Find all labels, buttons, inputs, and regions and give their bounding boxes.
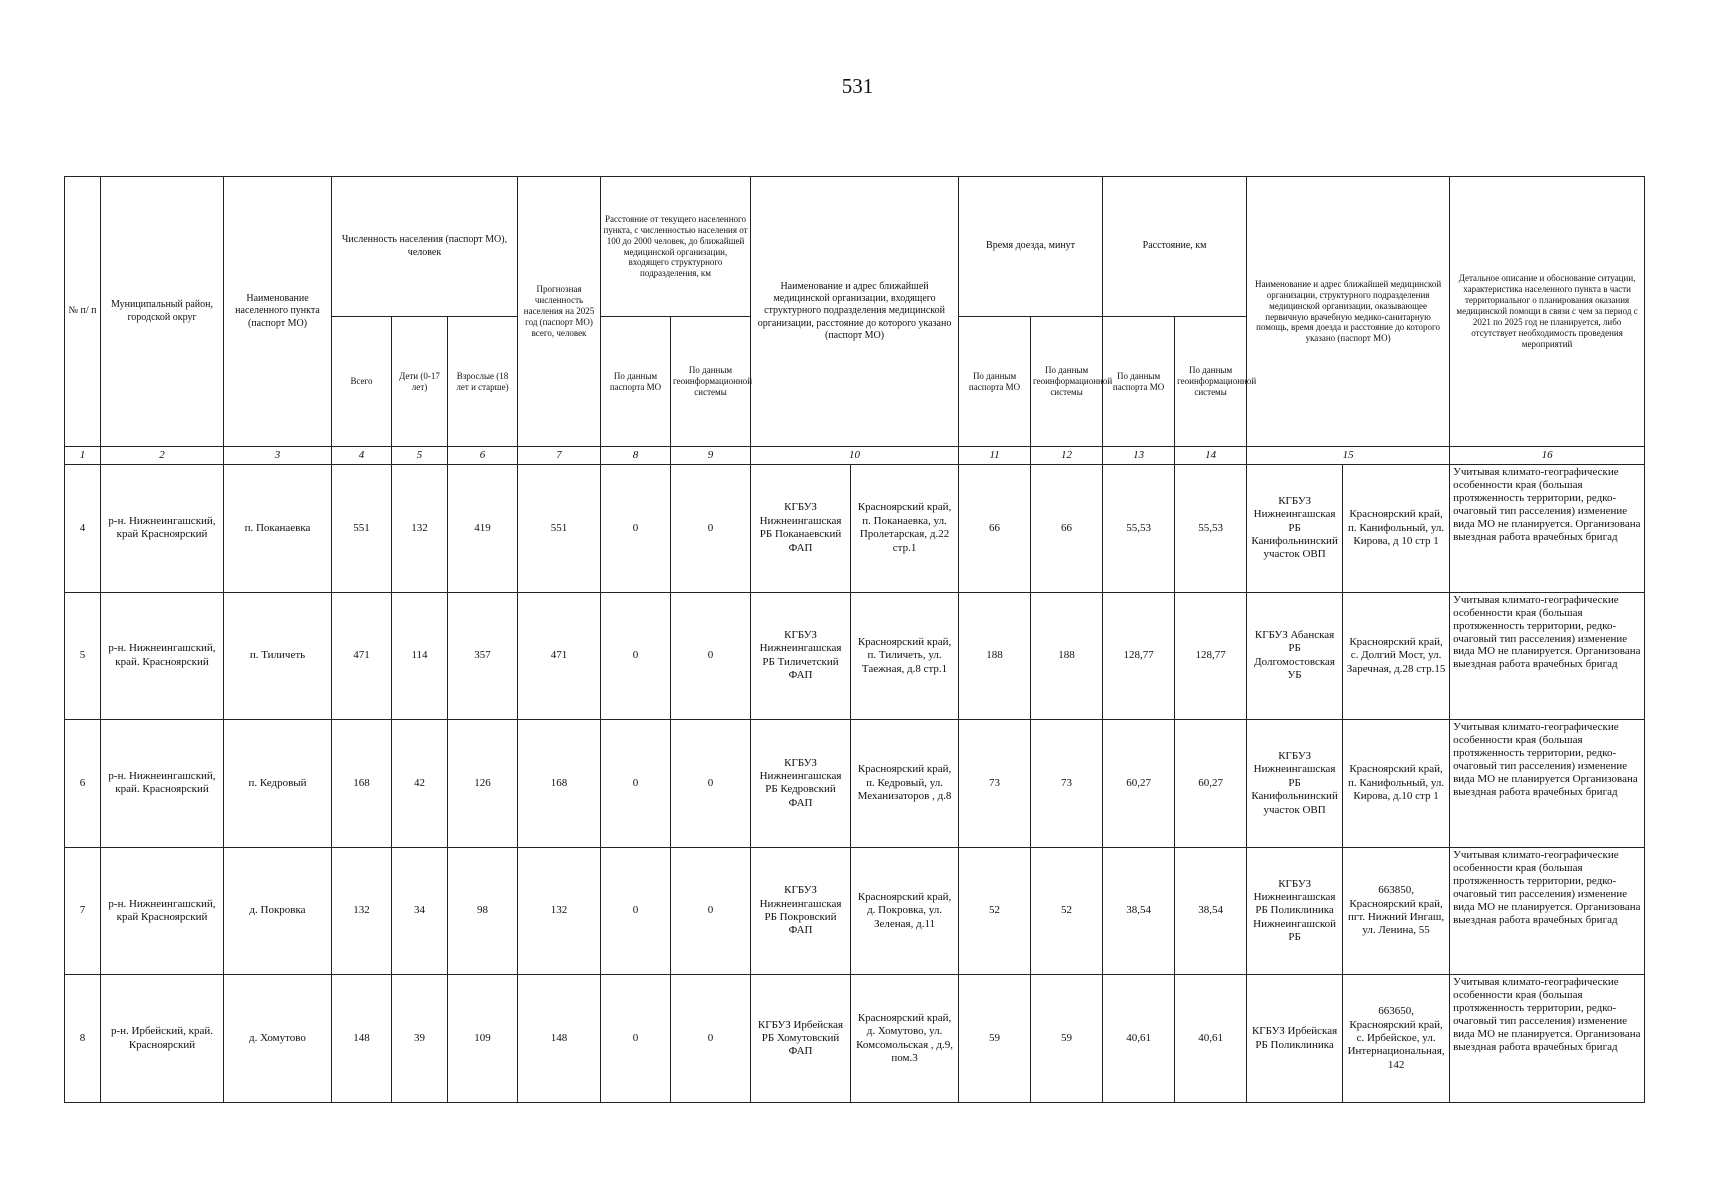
primary-org-address-cell: Красноярский край, с. Долгий Мост, ул. Заречная, д.28 стр.15	[1343, 592, 1450, 720]
district-cell: р-н. Нижнеингашский, край. Красноярский	[101, 720, 224, 848]
column-number: 12	[1031, 447, 1103, 465]
distance-mo-cell: 0	[601, 720, 671, 848]
column-number: 6	[448, 447, 518, 465]
header-forecast: Прогнозная численность населения на 2025 год (паспорт МО) всего, человек	[518, 177, 601, 447]
population-total-cell: 132	[332, 847, 392, 975]
distance-mo-cell: 0	[601, 592, 671, 720]
description-cell: Учитывая климато-географические особенности края (большая протяженность территории, редко-очаговый тип расселения) изменение вида МО не планируется. Организована выездная работа врачебных бригад	[1450, 592, 1645, 720]
description-cell: Учитывая климато-географические особенности края (большая протяженность территории, редко-очаговый тип расселения) изменение вида МО не планируется Организована выездная работа врачебных бригад	[1450, 720, 1645, 848]
primary-org-address-cell: 663850, Красноярский край, пгт. Нижний Ингаш, ул. Ленина, 55	[1343, 847, 1450, 975]
time-mo-cell: 188	[959, 592, 1031, 720]
table-row	[65, 465, 1645, 593]
header-time-gis: По данным геоинформационной системы	[1031, 317, 1103, 447]
settlements-table	[64, 176, 1645, 1103]
settlement-cell: п. Кедровый	[224, 720, 332, 848]
primary-org-name-cell: КГБУЗ Нижнеингашская РБ Канифольнинский участок ОВП	[1247, 720, 1343, 848]
description-cell: Учитывая климато-географические особенности края (большая протяженность территории, редко-очаговый тип расселения) изменение вида МО не планируется. Организована выездная работа врачебных бригад	[1450, 975, 1645, 1103]
settlement-cell: д. Хомутово	[224, 975, 332, 1103]
column-number: 10	[751, 447, 959, 465]
nearest-org-address-cell: Красноярский край, п. Поканаевка, ул. Пролетарская, д.22 стр.1	[851, 465, 959, 593]
header-description: Детальное описание и обоснование ситуации, характеристика населенного пункта в части территориальног о планирования оказания медицинской помощи в связи с чем за период с 2021 по 2025 год не планируется, либо отсутствует необходимость проведения мероприятий	[1450, 177, 1645, 447]
population-total-cell: 168	[332, 720, 392, 848]
population-adults-cell: 98	[448, 847, 518, 975]
table-row	[65, 720, 1645, 848]
population-total-cell: 551	[332, 465, 392, 593]
district-cell: р-н. Нижнеингашский, край. Красноярский	[101, 592, 224, 720]
table-row	[65, 592, 1645, 720]
nearest-org-address-cell: Красноярский край, п. Тиличеть, ул. Таежная, д.8 стр.1	[851, 592, 959, 720]
header-distance-km: Расстояние, км	[1103, 177, 1247, 317]
district-cell: р-н. Нижнеингашский, край Красноярский	[101, 465, 224, 593]
header-nearest-org: Наименование и адрес ближайшей медицинской организации, входящего структурного подразделения медицинской организации, расстояние до которого указано (паспорт МО)	[751, 177, 959, 447]
header-district: Муниципальный район, городской округ	[101, 177, 224, 447]
km-gis-cell: 40,61	[1175, 975, 1247, 1103]
km-mo-cell: 55,53	[1103, 465, 1175, 593]
header-travel-time: Время доезда, минут	[959, 177, 1103, 317]
km-gis-cell: 38,54	[1175, 847, 1247, 975]
header-adults: Взрослые (18 лет и старше)	[448, 317, 518, 447]
description-cell: Учитывая климато-географические особенности края (большая протяженность территории, редко-очаговый тип расселения) изменение вида МО не планируется. Организована выездная работа врачебных бригад	[1450, 465, 1645, 593]
population-children-cell: 39	[392, 975, 448, 1103]
population-total-cell: 148	[332, 975, 392, 1103]
population-children-cell: 34	[392, 847, 448, 975]
population-children-cell: 114	[392, 592, 448, 720]
km-gis-cell: 60,27	[1175, 720, 1247, 848]
population-adults-cell: 109	[448, 975, 518, 1103]
page-number: 531	[841, 74, 874, 98]
header-time-mo: По данным паспорта МО	[959, 317, 1031, 447]
column-number: 8	[601, 447, 671, 465]
table-row	[65, 847, 1645, 975]
primary-org-name-cell: КГБУЗ Абанская РБ Долгомостовская УБ	[1247, 592, 1343, 720]
km-gis-cell: 128,77	[1175, 592, 1247, 720]
time-gis-cell: 59	[1031, 975, 1103, 1103]
column-number-row	[65, 447, 1645, 465]
column-number: 11	[959, 447, 1031, 465]
column-number: 1	[65, 447, 101, 465]
forecast-cell: 168	[518, 720, 601, 848]
header-distance-current: Расстояние от текущего населенного пункта, с численностью населения от 100 до 2000 человек, до ближайшей медицинской организации, входящего структурного подразделения, км	[601, 177, 751, 317]
population-total-cell: 471	[332, 592, 392, 720]
time-mo-cell: 59	[959, 975, 1031, 1103]
column-number: 16	[1450, 447, 1645, 465]
distance-mo-cell: 0	[601, 975, 671, 1103]
settlement-cell: п. Тиличеть	[224, 592, 332, 720]
row-number: 5	[65, 592, 101, 720]
time-mo-cell: 52	[959, 847, 1031, 975]
distance-gis-cell: 0	[671, 847, 751, 975]
header-primary-org: Наименование и адрес ближайшей медицинской организации, структурного подразделения медицинской организации, оказывающее первичную врачебную медико-санитарную помощь, время доезда и расстояние до которого указано (паспорт МО)	[1247, 177, 1450, 447]
column-number: 13	[1103, 447, 1175, 465]
forecast-cell: 551	[518, 465, 601, 593]
time-gis-cell: 188	[1031, 592, 1103, 720]
header-km-mo: По данным паспорта МО	[1103, 317, 1175, 447]
population-adults-cell: 126	[448, 720, 518, 848]
nearest-org-name-cell: КГБУЗ Нижнеингашская РБ Покровский ФАП	[751, 847, 851, 975]
time-mo-cell: 73	[959, 720, 1031, 848]
nearest-org-name-cell: КГБУЗ Нижнеингашская РБ Поканаевский ФАП	[751, 465, 851, 593]
district-cell: р-н. Нижнеингашский, край Красноярский	[101, 847, 224, 975]
primary-org-address-cell: Красноярский край, п. Канифольный, ул. Кирова, д.10 стр 1	[1343, 720, 1450, 848]
distance-mo-cell: 0	[601, 847, 671, 975]
district-cell: р-н. Ирбейский, край. Красноярский	[101, 975, 224, 1103]
header-dist-mo: По данным паспорта МО	[601, 317, 671, 447]
distance-gis-cell: 0	[671, 592, 751, 720]
forecast-cell: 148	[518, 975, 601, 1103]
km-mo-cell: 128,77	[1103, 592, 1175, 720]
nearest-org-name-cell: КГБУЗ Нижнеингашская РБ Кедровский ФАП	[751, 720, 851, 848]
table-row	[65, 975, 1645, 1103]
table-body	[65, 465, 1645, 1103]
column-number: 14	[1175, 447, 1247, 465]
column-number: 7	[518, 447, 601, 465]
primary-org-name-cell: КГБУЗ Ирбейская РБ Поликлиника	[1247, 975, 1343, 1103]
time-gis-cell: 66	[1031, 465, 1103, 593]
primary-org-name-cell: КГБУЗ Нижнеингашская РБ Поликлиника Нижнеингашской РБ	[1247, 847, 1343, 975]
distance-gis-cell: 0	[671, 975, 751, 1103]
km-mo-cell: 38,54	[1103, 847, 1175, 975]
header-number: № п/ п	[65, 177, 101, 447]
nearest-org-address-cell: Красноярский край, п. Кедровый, ул. Механизаторов , д.8	[851, 720, 959, 848]
primary-org-address-cell: 663650, Красноярский край, с. Ирбейское, ул. Интернациональная, 142	[1343, 975, 1450, 1103]
row-number: 6	[65, 720, 101, 848]
row-number: 7	[65, 847, 101, 975]
column-number: 5	[392, 447, 448, 465]
distance-gis-cell: 0	[671, 720, 751, 848]
nearest-org-address-cell: Красноярский край, д. Хомутово, ул. Комсомольская , д.9, пом.3	[851, 975, 959, 1103]
population-adults-cell: 357	[448, 592, 518, 720]
header-settlement: Наименование населенного пункта (паспорт МО)	[224, 177, 332, 447]
forecast-cell: 132	[518, 847, 601, 975]
forecast-cell: 471	[518, 592, 601, 720]
nearest-org-address-cell: Красноярский край, д. Покровка, ул. Зеленая, д.11	[851, 847, 959, 975]
description-cell: Учитывая климато-географические особенности края (большая протяженность территории, редко-очаговый тип расселения) изменение вида МО не планируется. Организована выездная работа врачебных бригад	[1450, 847, 1645, 975]
time-gis-cell: 52	[1031, 847, 1103, 975]
column-number: 3	[224, 447, 332, 465]
header-children: Дети (0-17 лет)	[392, 317, 448, 447]
settlement-cell: п. Поканаевка	[224, 465, 332, 593]
header-dist-gis: По данным геоинформационной системы	[671, 317, 751, 447]
row-number: 8	[65, 975, 101, 1103]
primary-org-name-cell: КГБУЗ Нижнеингашская РБ Канифольнинский участок ОВП	[1247, 465, 1343, 593]
distance-mo-cell: 0	[601, 465, 671, 593]
column-number: 4	[332, 447, 392, 465]
header-population: Численность населения (паспорт МО), человек	[332, 177, 518, 317]
population-adults-cell: 419	[448, 465, 518, 593]
primary-org-address-cell: Красноярский край, п. Канифольный, ул. Кирова, д 10 стр 1	[1343, 465, 1450, 593]
km-mo-cell: 60,27	[1103, 720, 1175, 848]
column-number: 9	[671, 447, 751, 465]
km-mo-cell: 40,61	[1103, 975, 1175, 1103]
distance-gis-cell: 0	[671, 465, 751, 593]
settlement-cell: д. Покровка	[224, 847, 332, 975]
column-number: 15	[1247, 447, 1450, 465]
km-gis-cell: 55,53	[1175, 465, 1247, 593]
column-number: 2	[101, 447, 224, 465]
row-number: 4	[65, 465, 101, 593]
nearest-org-name-cell: КГБУЗ Нижнеингашская РБ Тиличетский ФАП	[751, 592, 851, 720]
header-km-gis: По данным геоинформационной системы	[1175, 317, 1247, 447]
time-gis-cell: 73	[1031, 720, 1103, 848]
header-total: Всего	[332, 317, 392, 447]
nearest-org-name-cell: КГБУЗ Ирбейская РБ Хомутовский ФАП	[751, 975, 851, 1103]
time-mo-cell: 66	[959, 465, 1031, 593]
population-children-cell: 42	[392, 720, 448, 848]
population-children-cell: 132	[392, 465, 448, 593]
